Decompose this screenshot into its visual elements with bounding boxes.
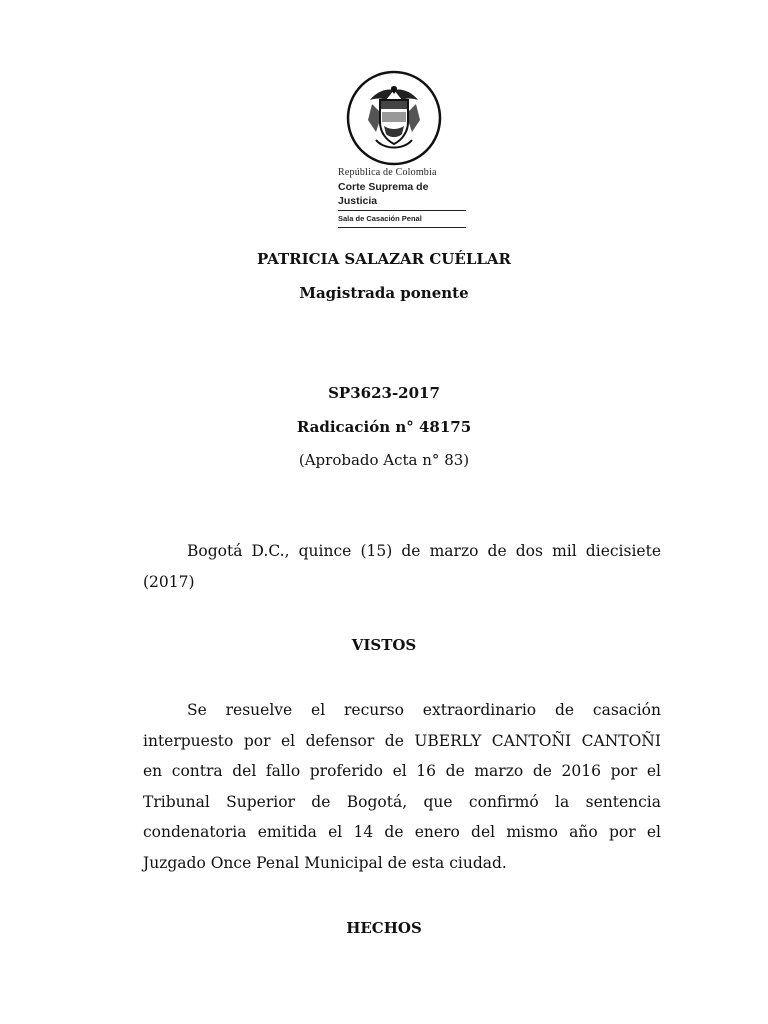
date-line-1: Bogotá D.C., quince (15) de marzo de dos mil diecisiete xyxy=(187,542,661,560)
vistos-line: en contra del fallo proferido el 16 de marzo de 2016 por el xyxy=(143,762,661,781)
section-heading-vistos: VISTOS xyxy=(351,636,417,654)
chamber-name: Sala de Casación Penal xyxy=(338,213,466,228)
date-line-2: (2017) xyxy=(143,572,195,591)
vistos-line: Se resuelve el recurso extraordinario de casación xyxy=(187,701,661,719)
sentence-number: SP3623-2017 xyxy=(328,384,440,402)
colombia-coat-of-arms-icon xyxy=(346,70,442,166)
radication-number: Radicación n° 48175 xyxy=(296,418,472,436)
court-name: Corte Suprema de Justicia xyxy=(338,180,466,211)
institution-block xyxy=(338,166,466,228)
vistos-line: Tribunal Superior de Bogotá, que confirmó la sentencia xyxy=(143,792,661,811)
country-label: República de Colombia xyxy=(338,167,437,178)
section-heading-hechos: HECHOS xyxy=(346,919,422,937)
magistrate-name: PATRICIA SALAZAR CUÉLLAR xyxy=(256,250,512,268)
vistos-line: condenatoria emitida el 14 de enero del mismo año por el xyxy=(143,823,661,842)
vistos-paragraph xyxy=(143,695,661,879)
date-paragraph xyxy=(143,536,661,597)
approval-note: (Aprobado Acta n° 83) xyxy=(298,451,470,469)
vistos-line: Juzgado Once Penal Municipal de esta ciudad. xyxy=(143,853,507,872)
magistrate-role: Magistrada ponente xyxy=(299,284,469,302)
vistos-line: interpuesto por el defensor de UBERLY CANTOÑI CANTOÑI xyxy=(143,731,661,750)
